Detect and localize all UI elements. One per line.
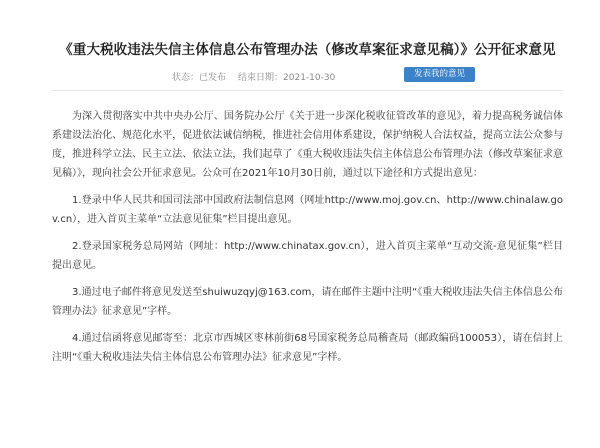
method-item-4: 4.通过信函将意见邮寄至：北京市西城区枣林前街68号国家税务总局稽查局（邮政编码100053），请在信封上注明“《重大税收违法失信主体信息公布管理办法》征求意见”字样。 <box>52 333 563 363</box>
method-item-3: 3.通过电子邮件将意见发送至shuiwuzqyj@163.com，请在邮件主题中注明“《重大税收违法失信主体信息公布管理办法》征求意见”字样。 <box>52 287 563 317</box>
article-title: 《重大税收违法失信主体信息公布管理办法（修改草案征求意见稿）》公开征求意见 <box>59 42 556 58</box>
article-body <box>52 107 563 367</box>
end-date-text: 结束日期：2021-10-30 <box>238 73 336 83</box>
title-divider <box>52 90 563 91</box>
status-text: 状态：已发布 <box>172 73 227 83</box>
method-item-1: 1.登录中华人民共和国司法部中国政府法制信息网（网址http://www.moj.gov.cn、http://www.chinalaw.gov.cn），进入首页主菜单“立法意见征集”栏目提出意见。 <box>52 195 563 225</box>
method-item-2: 2.登录国家税务总局网站（网址：http://www.chinatax.gov.cn），进入首页主菜单“互动交流-意见征集”栏目提出意见。 <box>52 241 563 271</box>
submit-feedback-button[interactable]: 发表我的意见 <box>404 67 475 82</box>
intro-paragraph: 为深入贯彻落实中共中央办公厅、国务院办公厅《关于进一步深化税收征管改革的意见》，着力提高税务诚信体系建设法治化、规范化水平，促进依法诚信纳税，推进社会信用体系建设，保护纳税人合法权益，提高立法公众参与度，推进科学立法、民主立法、依法立法，我们起草了《重大税收违法失信主体信息公布管理办法（修改草案征求意见稿）》，现向社会公开征求意见。公众可在2021年10月30日前，通过以下途径和方式提出意见： <box>52 111 563 179</box>
article-page <box>0 41 600 448</box>
article-meta-row <box>52 67 563 87</box>
article-meta <box>172 70 335 83</box>
